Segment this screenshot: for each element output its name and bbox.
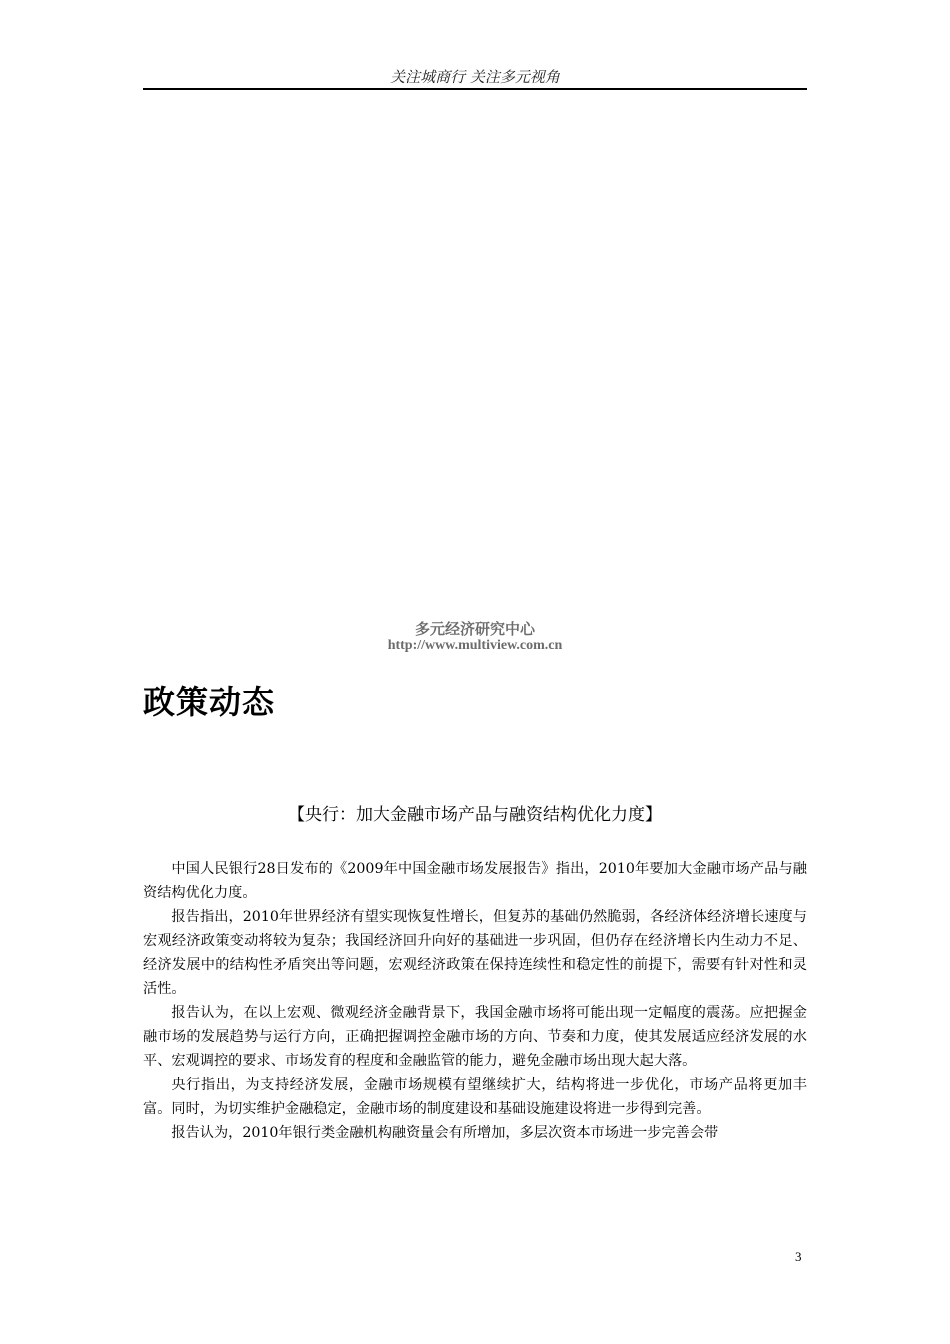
- page-number: 3: [795, 1249, 802, 1264]
- article-body: [143, 857, 807, 1145]
- paragraph: 报告认为，2010年银行类金融机构融资量会有所增加，多层次资本市场进一步完善会带: [171, 1125, 719, 1141]
- watermark-url[interactable]: http://www.multiview.com.cn: [387, 638, 563, 653]
- paragraph: 报告认为，在以上宏观、微观经济金融背景下，我国金融市场将可能出现一定幅度的震荡。应把握金融市场的发展趋势与运行方向，正确把握调控金融市场的方向、节奏和力度，使其发展适应经济发展的水平、宏观调控的要求、市场发育的程度和金融监管的能力，避免金融市场出现大起大落。: [143, 1005, 807, 1069]
- paragraph: 中国人民银行28日发布的《2009年中国金融市场发展报告》指出，2010年要加大金融市场产品与融资结构优化力度。: [143, 861, 807, 901]
- paragraph: 报告指出，2010年世界经济有望实现恢复性增长，但复苏的基础仍然脆弱，各经济体经济增长速度与宏观经济政策变动将较为复杂；我国经济回升向好的基础进一步巩固，但仍存在经济增长内生动力不足、经济发展中的结构性矛盾突出等问题，宏观经济政策在保持连续性和稳定性的前提下，需要有针对性和灵活性。: [143, 909, 807, 997]
- watermark-org-name: 多元经济研究中心: [414, 620, 535, 638]
- paragraph: 央行指出，为支持经济发展，金融市场规模有望继续扩大，结构将进一步优化，市场产品将更加丰富。同时，为切实维护金融稳定，金融市场的制度建设和基础设施建设将进一步得到完善。: [143, 1077, 807, 1117]
- running-header: 关注城商行 关注多元视角: [143, 66, 807, 90]
- section-heading: 政策动态: [143, 683, 276, 721]
- article-title: 【央行：加大金融市场产品与融资结构优化力度】: [288, 805, 662, 825]
